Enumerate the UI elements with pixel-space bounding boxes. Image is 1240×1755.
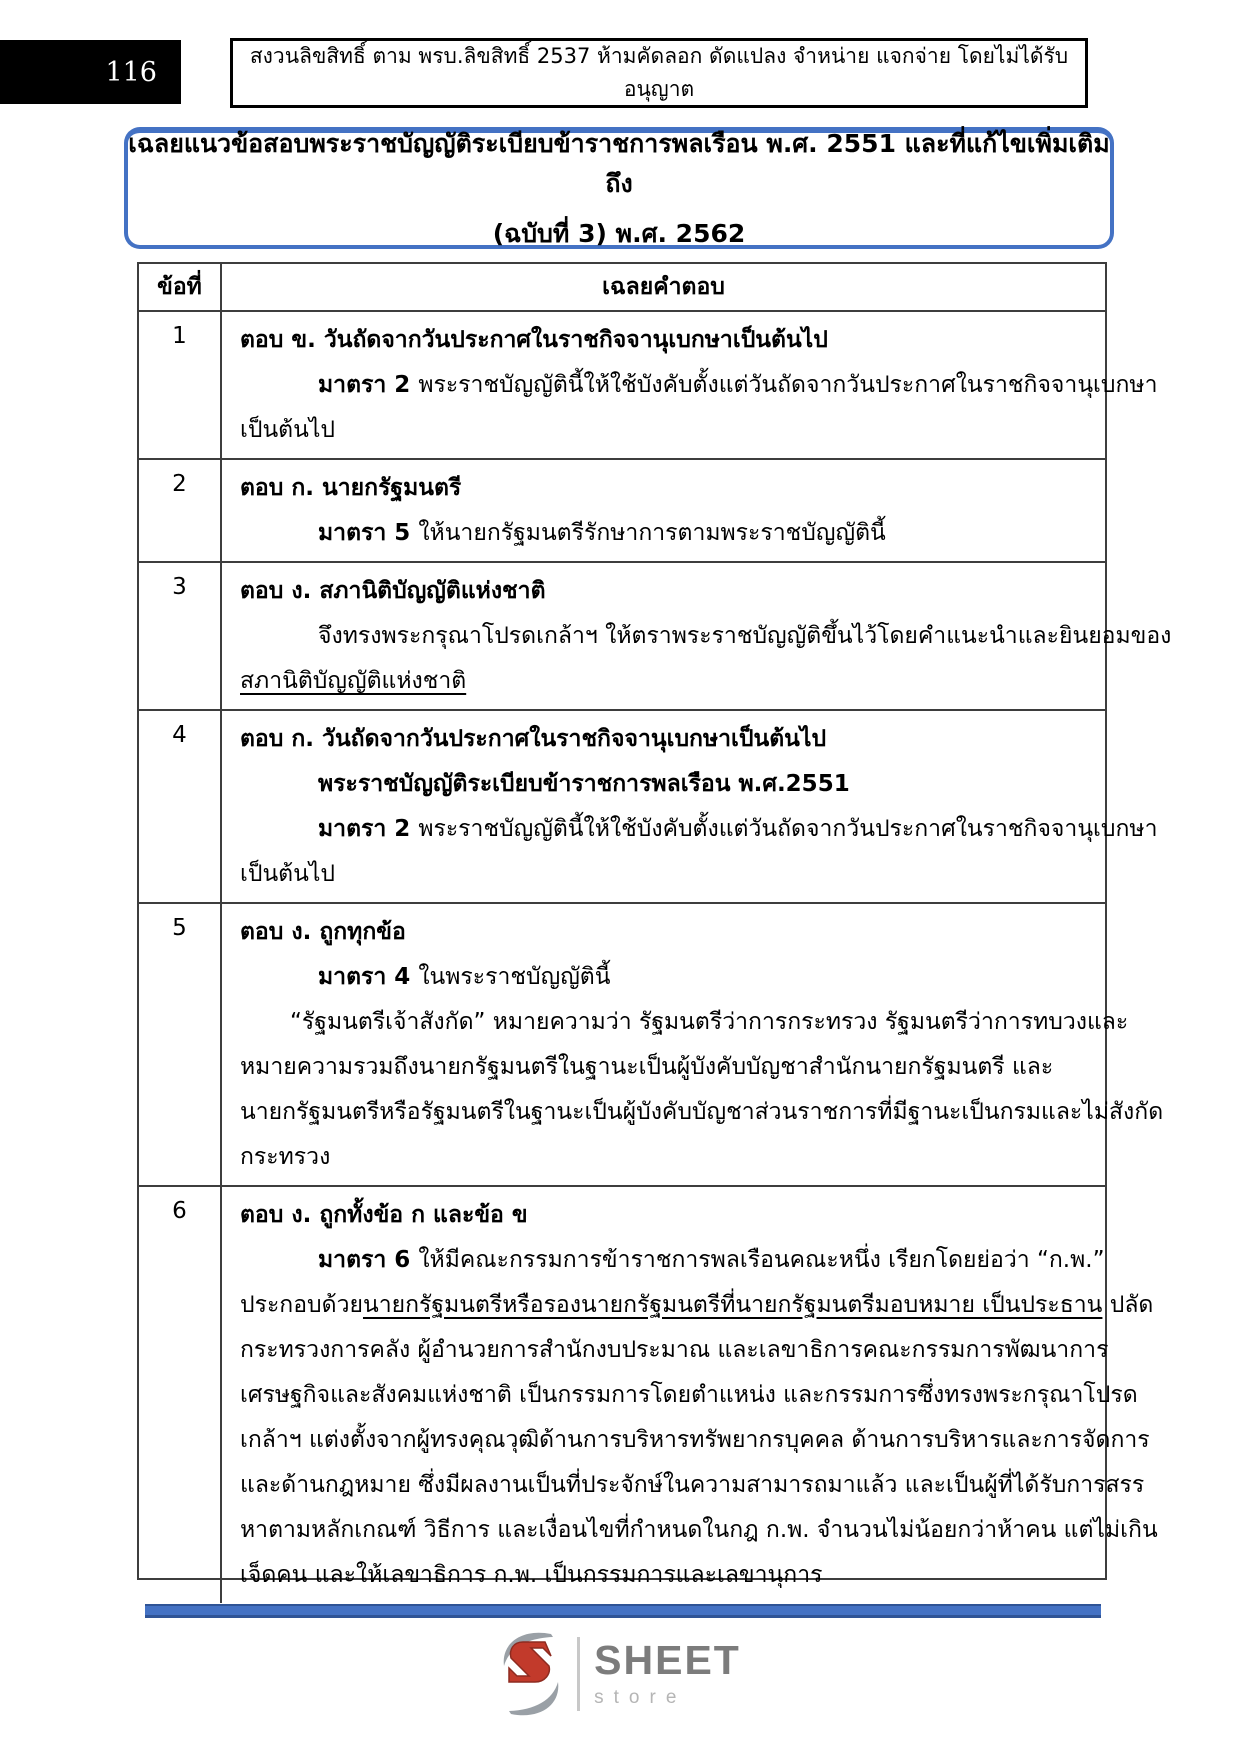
text-segment: ตอบ ก. วันถัดจากวันประกาศในราชกิจจานุเบกษาเป็นต้นไป: [240, 726, 827, 752]
answer-line: [240, 852, 1158, 897]
text-segment: หาตามหลักเกณฑ์ วิธีการ และเงื่อนไขที่กำหนดในกฎ ก.พ. จำนวนไม่น้อยกว่าห้าคน แต่ไม่เกิน: [240, 1517, 1158, 1543]
text-segment: มาตรา 5: [318, 520, 419, 546]
text-segment: นายกรัฐมนตรีหรือรองนายกรัฐมนตรีที่นายกรัฐมนตรีมอบหมาย เป็นประธาน: [362, 1292, 1103, 1318]
table-header-row: [139, 264, 1105, 312]
answer-line: [240, 717, 1158, 762]
answer-line: [240, 910, 1163, 955]
footer-divider-bar: [145, 1604, 1101, 1618]
copyright-notice-box: [230, 38, 1088, 108]
text-segment: มาตรา 2: [318, 816, 419, 842]
column-header-question-no: ข้อที่: [139, 264, 222, 310]
text-segment: สภานิติบัญญัติแห่งชาติ: [240, 668, 467, 694]
answer-line: [240, 1508, 1158, 1553]
exam-answer-title-box: [124, 127, 1114, 249]
text-segment: เป็นต้นไป: [240, 861, 336, 887]
text-segment: พระราชบัญญัตินี้ให้ใช้บังคับตั้งแต่วันถัดจากวันประกาศในราชกิจจานุเบกษา: [418, 816, 1158, 842]
title-line-1: เฉลยแนวข้อสอบพระราชบัญญัติระเบียบข้าราชการพลเรือน พ.ศ. 2551 และที่แก้ไขเพิ่มเติมถึง: [128, 129, 1110, 198]
text-segment: มาตรา 6: [318, 1247, 419, 1273]
answer-line: [240, 1045, 1163, 1090]
answer-line: [240, 1000, 1163, 1045]
text-segment: ปลัด: [1102, 1292, 1154, 1318]
logo-divider-line: [577, 1637, 580, 1711]
answer-line: [240, 1135, 1163, 1180]
text-segment: ตอบ ง. ถูกทุกข้อ: [240, 919, 406, 945]
table-row: [139, 904, 1164, 1187]
text-segment: พระราชบัญญัติระเบียบข้าราชการพลเรือน พ.ศ.2551: [318, 771, 850, 797]
answer-line: [240, 466, 1089, 511]
s-monogram-icon: [499, 1630, 563, 1718]
answer-line: [240, 762, 1158, 807]
answer-cell: [222, 1187, 1174, 1603]
answer-cell: [222, 711, 1174, 902]
answer-cell: [222, 460, 1105, 561]
answer-line: [240, 614, 1171, 659]
answer-cell: [222, 904, 1179, 1185]
answer-line: [240, 1463, 1158, 1508]
text-segment: ตอบ ข. วันถัดจากวันประกาศในราชกิจจานุเบกษาเป็นต้นไป: [240, 327, 828, 353]
column-header-answer: เฉลยคำตอบ: [602, 274, 725, 300]
answer-line: [240, 1553, 1158, 1598]
text-segment: ตอบ ง. สภานิติบัญญัติแห่งชาติ: [240, 578, 546, 604]
table-row: [139, 1187, 1158, 1603]
row-number-cell: 6: [139, 1187, 222, 1603]
table-row: [139, 312, 1158, 460]
row-number-cell: 5: [139, 904, 222, 1185]
answer-line: [240, 318, 1158, 363]
answer-line: [240, 569, 1171, 614]
answer-line: [240, 1373, 1158, 1418]
page-number: 116: [105, 56, 157, 88]
text-segment: และด้านกฎหมาย ซึ่งมีผลงานเป็นที่ประจักษ์ในความสามารถมาแล้ว และเป็นผู้ที่ได้รับการสรร: [240, 1472, 1145, 1498]
text-segment: ให้มีคณะกรรมการข้าราชการพลเรือนคณะหนึ่ง เรียกโดยย่อว่า “ก.พ.”: [418, 1247, 1105, 1273]
text-segment: เจ็ดคน และให้เลขาธิการ ก.พ. เป็นกรรมการและเลขานุการ: [240, 1562, 823, 1588]
text-segment: มาตรา 2: [318, 372, 419, 398]
text-segment: มาตรา 4: [318, 964, 419, 990]
table-row: [139, 711, 1158, 904]
answer-line: [240, 1090, 1163, 1135]
text-segment: เศรษฐกิจและสังคมแห่งชาติ เป็นกรรมการโดยตำแหน่ง และกรรมการซึ่งทรงพระกรุณาโปรด: [240, 1382, 1138, 1408]
text-segment: เป็นต้นไป: [240, 417, 336, 443]
text-segment: เกล้าฯ แต่งตั้งจากผู้ทรงคุณวุฒิด้านการบริหารทรัพยากรบุคคล ด้านการบริหารและการจัดการ: [240, 1427, 1150, 1453]
text-segment: ในพระราชบัญญัตินี้: [418, 964, 611, 990]
row-number-cell: 3: [139, 563, 222, 709]
title-line-2: (ฉบับที่ 3) พ.ศ. 2562: [492, 219, 746, 248]
row-number-cell: 4: [139, 711, 222, 902]
answer-cell: [222, 563, 1187, 709]
answer-line: [240, 1283, 1158, 1328]
answer-line: [240, 659, 1171, 704]
sheet-store-logo: [0, 1630, 1240, 1718]
answer-line: [240, 408, 1158, 453]
page-number-box: [0, 40, 181, 104]
answer-cell: [222, 312, 1174, 458]
answer-line: [240, 955, 1163, 1000]
text-segment: หมายความรวมถึงนายกรัฐมนตรีในฐานะเป็นผู้บังคับบัญชาสำนักนายกรัฐมนตรี และ: [240, 1054, 1054, 1080]
text-segment: ให้นายกรัฐมนตรีรักษาการตามพระราชบัญญัตินี้: [418, 520, 886, 546]
answer-line: [240, 1238, 1158, 1283]
copyright-text: สงวนลิขสิทธิ์ ตาม พรบ.ลิขสิทธิ์ 2537 ห้ามคัดลอก ดัดแปลง จำหน่าย แจกจ่าย โดยไม่ได้รับอนุญาต: [249, 44, 1069, 101]
table-row: [139, 460, 1105, 563]
text-segment: จึงทรงพระกรุณาโปรดเกล้าฯ ให้ตราพระราชบัญญัติขึ้นไว้โดยคำแนะนำและยินยอมของ: [318, 623, 1172, 649]
text-segment: กระทรวง: [240, 1144, 331, 1170]
text-segment: กระทรวงการคลัง ผู้อำนวยการสำนักงบประมาณ และเลขาธิการคณะกรรมการพัฒนาการ: [240, 1337, 1109, 1363]
row-number-cell: 1: [139, 312, 222, 458]
answer-line: [240, 363, 1158, 408]
table-row: [139, 563, 1172, 711]
answer-line: [240, 807, 1158, 852]
answer-table: [137, 262, 1172, 1588]
logo-sub-text: store: [594, 1686, 687, 1708]
row-number-cell: 2: [139, 460, 222, 561]
text-segment: ตอบ ง. ถูกทั้งข้อ ก และข้อ ข: [240, 1202, 528, 1228]
text-segment: นายกรัฐมนตรีหรือรัฐมนตรีในฐานะเป็นผู้บังคับบัญชาส่วนราชการที่มีฐานะเป็นกรมและไม่สังกัด: [240, 1099, 1164, 1125]
text-segment: พระราชบัญญัตินี้ให้ใช้บังคับตั้งแต่วันถัดจากวันประกาศในราชกิจจานุเบกษา: [418, 372, 1158, 398]
text-segment: “รัฐมนตรีเจ้าสังกัด” หมายความว่า รัฐมนตรีว่าการกระทรวง รัฐมนตรีว่าการทบวงและ: [290, 1009, 1129, 1035]
text-segment: ตอบ ก. นายกรัฐมนตรี: [240, 475, 462, 501]
answer-line: [240, 1193, 1158, 1238]
answer-line: [240, 1418, 1158, 1463]
answer-line: [240, 511, 1089, 556]
text-segment: ประกอบด้วย: [240, 1292, 363, 1318]
logo-brand-text: SHEET: [594, 1636, 741, 1683]
answer-line: [240, 1328, 1158, 1373]
logo-wordmark: [594, 1636, 741, 1709]
